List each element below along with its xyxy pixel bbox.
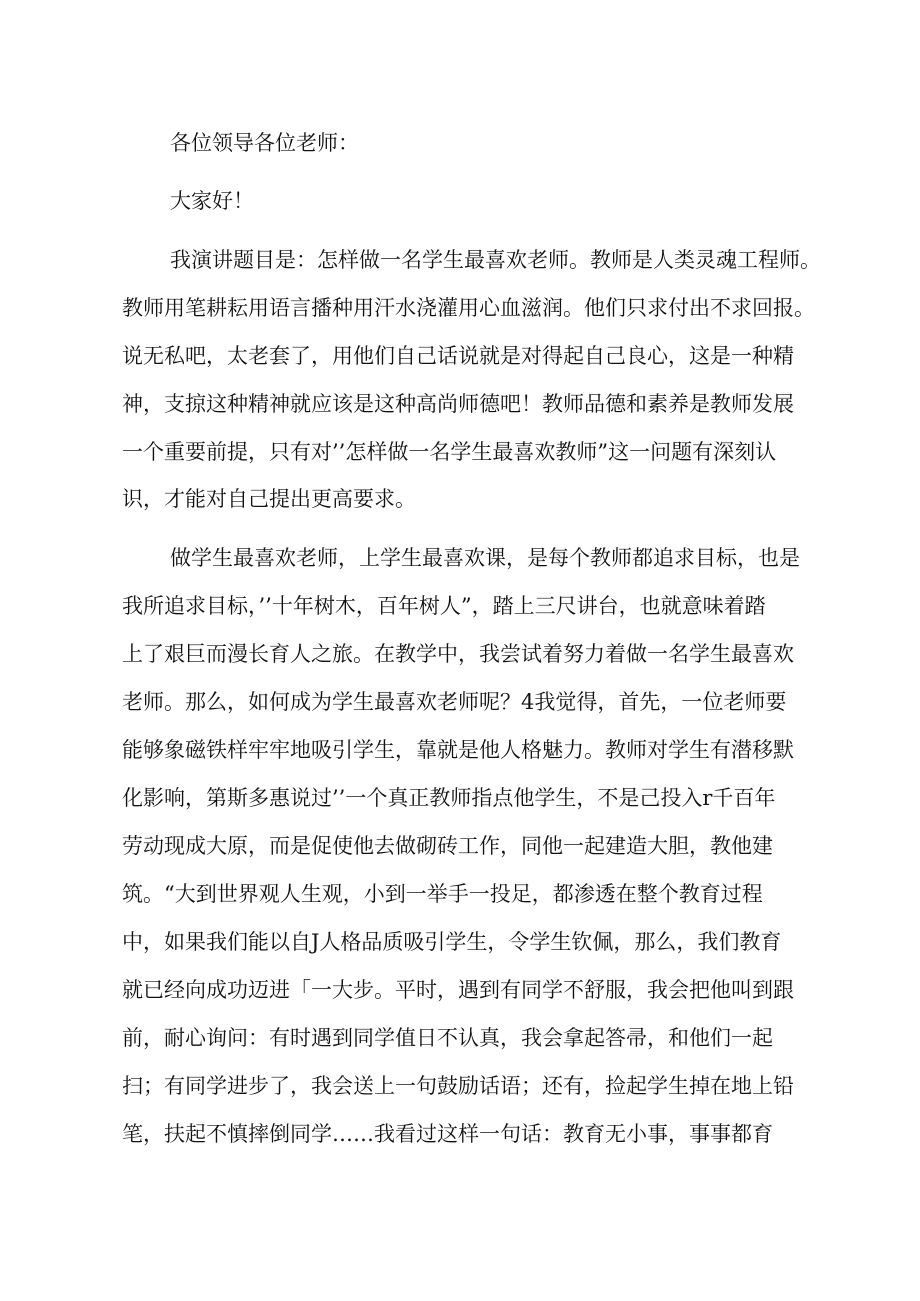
paragraph-2-line: 能够象磁铁样牢牢地吸引学生，靠就是他人格魅力。教师对学生有潜移默 xyxy=(122,738,794,762)
paragraph-2-line: 筑。“大到世界观人生观，小到一举手一投足，都渗透在整个教育过程 xyxy=(122,882,763,906)
paragraph-1-line: 说无私吧，太老套了，用他们自己话说就是对得起自己良心，这是一种精 xyxy=(122,344,794,368)
paragraph-2-line: 做学生最喜欢老师，上学生最喜欢课，是每个教师都追求目标，也是 xyxy=(170,546,800,570)
paragraph-2-line: 前，耐心询问：有时遇到同学值日不认真，我会拿起答帚，和他们一起 xyxy=(122,1026,773,1050)
paragraph-1-line: 一个重要前提，只有对’’怎样做一名学生最喜欢教师”这一问题有深刻认 xyxy=(122,440,777,464)
paragraph-2-line: 劳动现成大原，而是促使他去做砌砖工作，同他一起建造大胆，教他建 xyxy=(122,834,773,858)
paragraph-2-line: 就已经向成功迈进「一大步。平时，遇到有同学不舒服，我会把他叫到跟 xyxy=(122,978,794,1002)
paragraph-2-line: 中，如果我们能以自J人格品质吸引学生，令学生钦佩，那么，我们教育 xyxy=(122,930,782,954)
paragraph-1-line: 教师用笔耕耘用语言播种用汗水浇灌用心血滋润。他们只求付出不求回报。 xyxy=(122,296,815,320)
paragraph-2-line: 笔，扶起不慎摔倒同学……我看过这样一句话：教育无小事，事事都育 xyxy=(122,1122,773,1146)
paragraph-2-line: 上了艰巨而漫长育人之旅。在教学中，我尝试着努力着做一名学生最喜欢 xyxy=(122,642,794,666)
paragraph-1-line: 我演讲题目是：怎样做一名学生最喜欢老师。教师是人类灵魂工程师。 xyxy=(170,248,821,272)
salutation: 各位领导各位老师： xyxy=(170,131,359,155)
paragraph-2-line: 化影响，第斯多惠说过’’一个真正教师指点他学生，不是己投入r千百年 xyxy=(122,786,776,810)
paragraph-2-line: 老师。那么，如何成为学生最喜欢老师呢？4我觉得，首先，一位老师要 xyxy=(122,690,787,714)
paragraph-2-line: 扫；有同学进步了，我会送上一句鼓励话语；还有，捡起学生掉在地上铅 xyxy=(122,1074,794,1098)
greeting: 大家好！ xyxy=(170,189,254,213)
paragraph-1-line: 神，支掠这种精神就应该是这种高尚师德吧！教师品德和素养是教师发展 xyxy=(122,392,794,416)
paragraph-2-line: 我所追求目标，’’十年树木，百年树人”，踏上三尺讲台，也就意味着踏 xyxy=(122,594,766,618)
paragraph-1-line: 识，才能对自己提出更高要求。 xyxy=(122,487,416,511)
